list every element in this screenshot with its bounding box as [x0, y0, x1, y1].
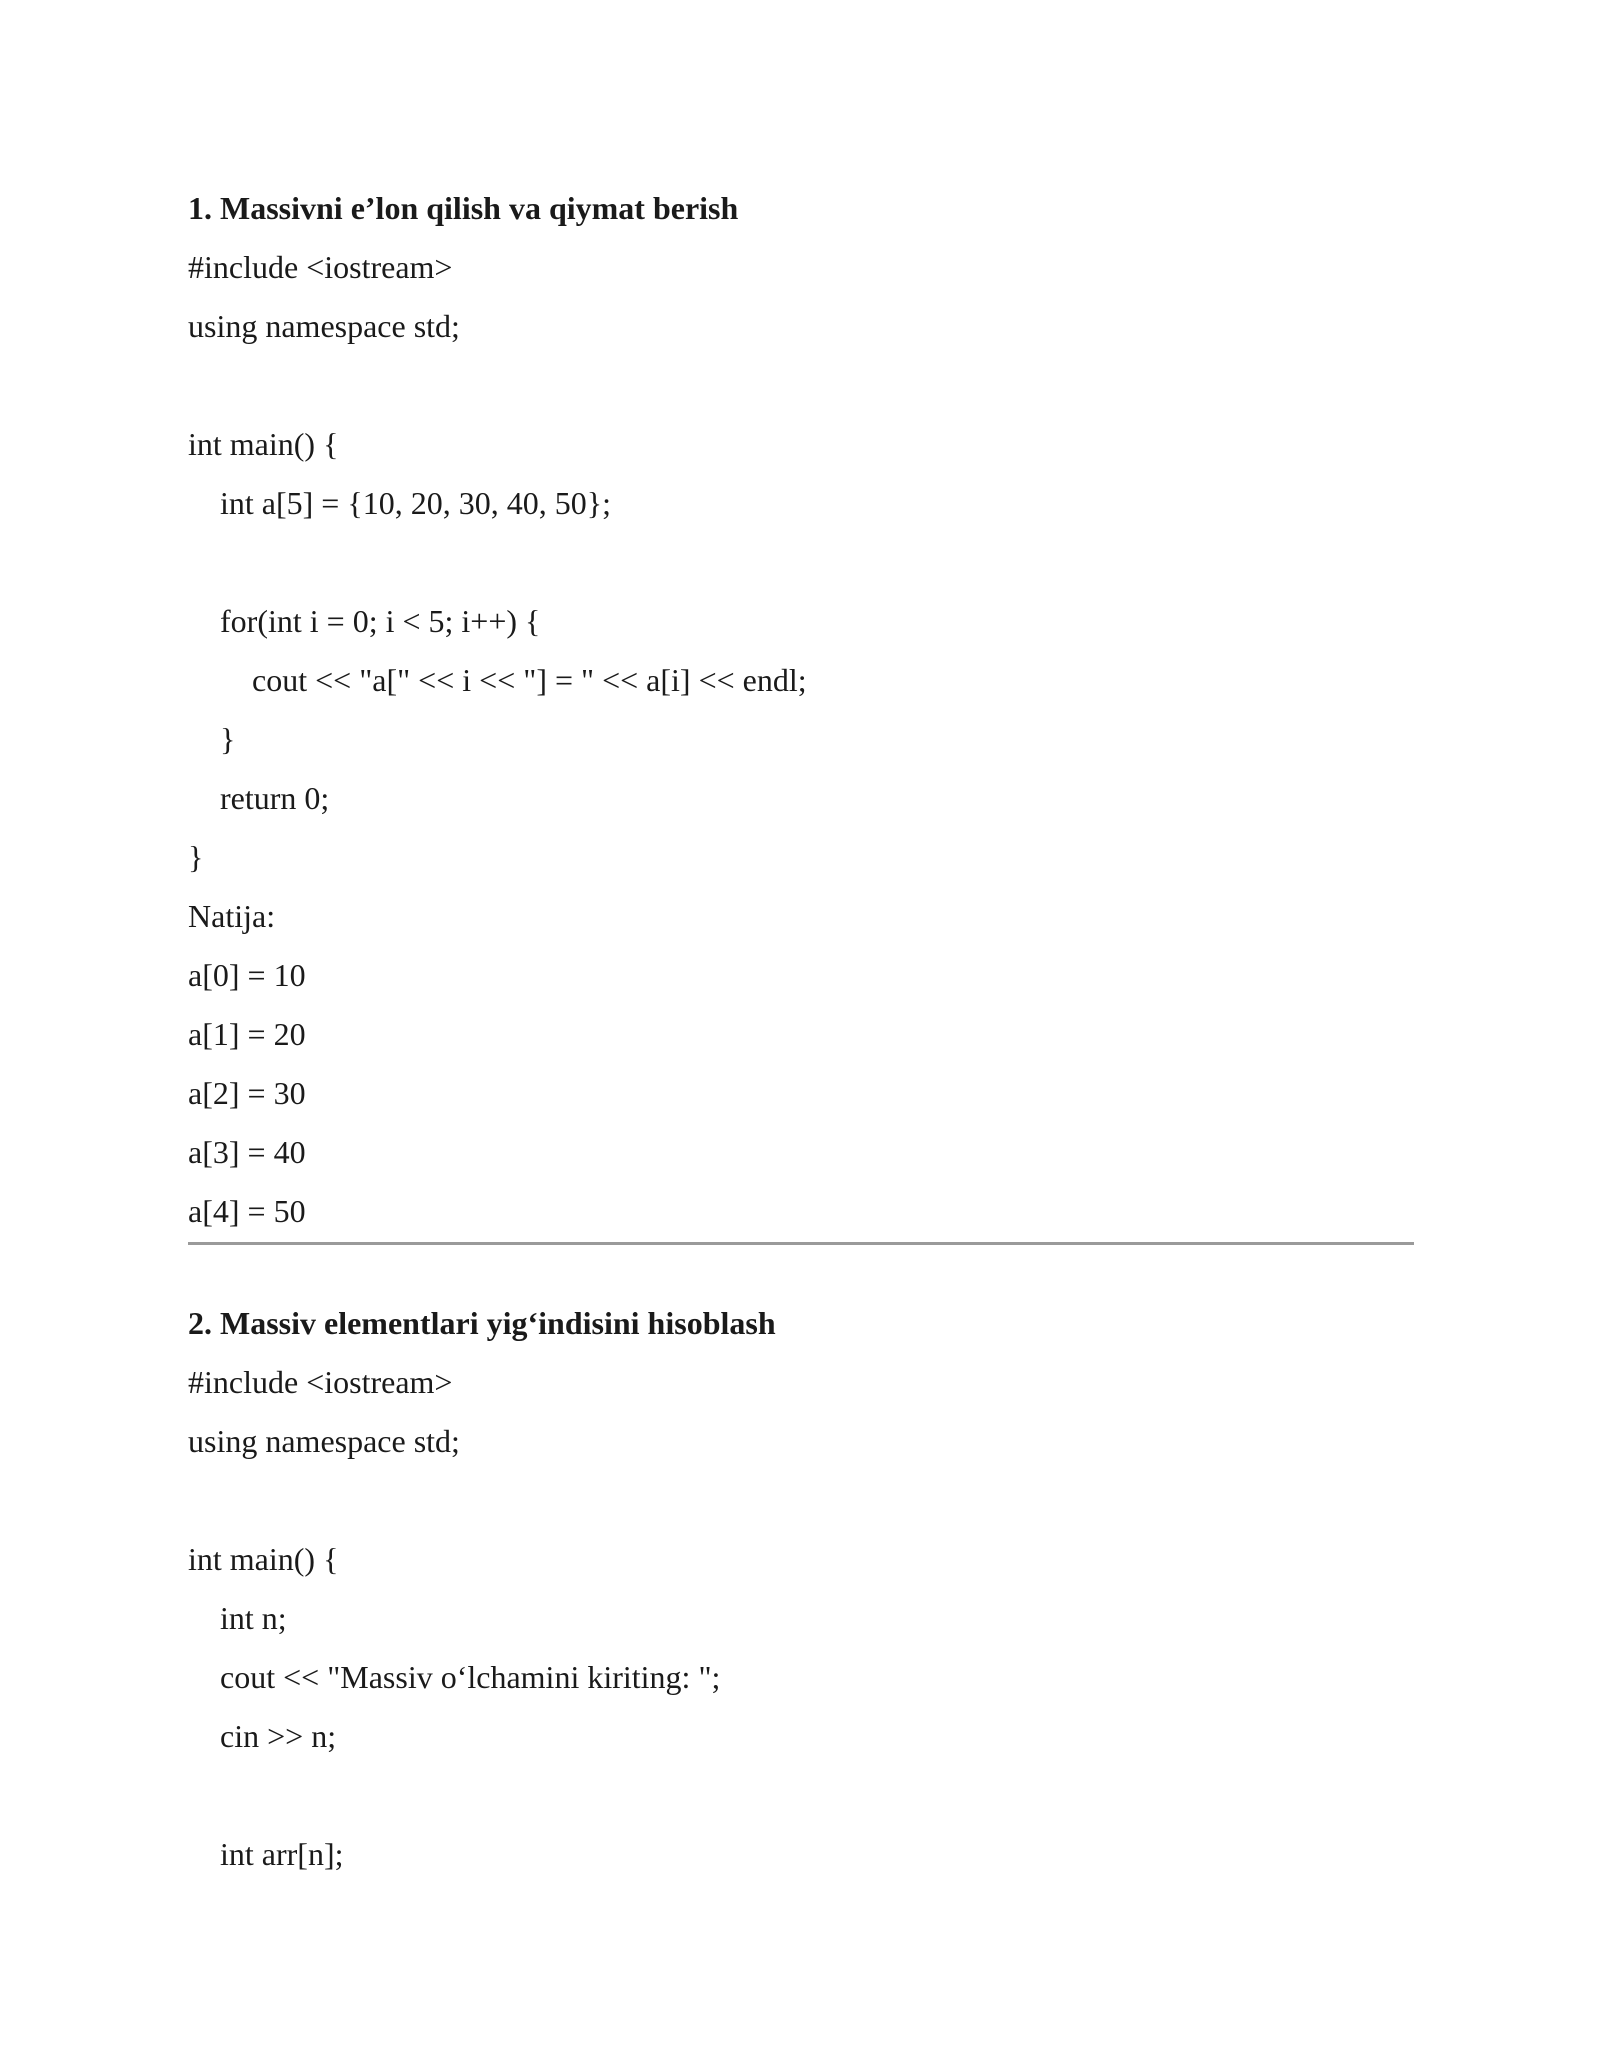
result-line: a[4] = 50: [188, 1193, 306, 1229]
code-line: using namespace std;: [188, 308, 460, 344]
section-heading: 1. Massivni e’lon qilish va qiymat berish: [188, 190, 739, 226]
result-line: a[3] = 40: [188, 1134, 306, 1170]
code-line: }: [188, 721, 236, 757]
code-line: int main() {: [188, 1541, 339, 1577]
code-line: cin >> n;: [188, 1718, 337, 1754]
section-divider: [188, 1242, 1414, 1245]
code-line: int n;: [188, 1600, 287, 1636]
result-line: a[2] = 30: [188, 1075, 306, 1111]
code-line: int main() {: [188, 426, 339, 462]
code-line: #include <iostream>: [188, 249, 453, 285]
code-line: for(int i = 0; i < 5; i++) {: [188, 603, 541, 639]
section-heading: 2. Massiv elementlari yig‘indisini hisoblash: [188, 1305, 776, 1341]
code-line: using namespace std;: [188, 1423, 460, 1459]
code-line: cout << "a[" << i << "] = " << a[i] << endl;: [188, 662, 807, 698]
result-line: a[1] = 20: [188, 1016, 306, 1052]
result-label: Natija:: [188, 898, 276, 934]
code-line: #include <iostream>: [188, 1364, 453, 1400]
code-line: }: [188, 839, 204, 875]
code-line: cout << "Massiv o‘lchamini kiriting: ";: [188, 1659, 721, 1695]
code-line: return 0;: [188, 780, 330, 816]
code-line: int arr[n];: [188, 1836, 344, 1872]
result-line: a[0] = 10: [188, 957, 306, 993]
code-line: int a[5] = {10, 20, 30, 40, 50};: [188, 485, 611, 521]
